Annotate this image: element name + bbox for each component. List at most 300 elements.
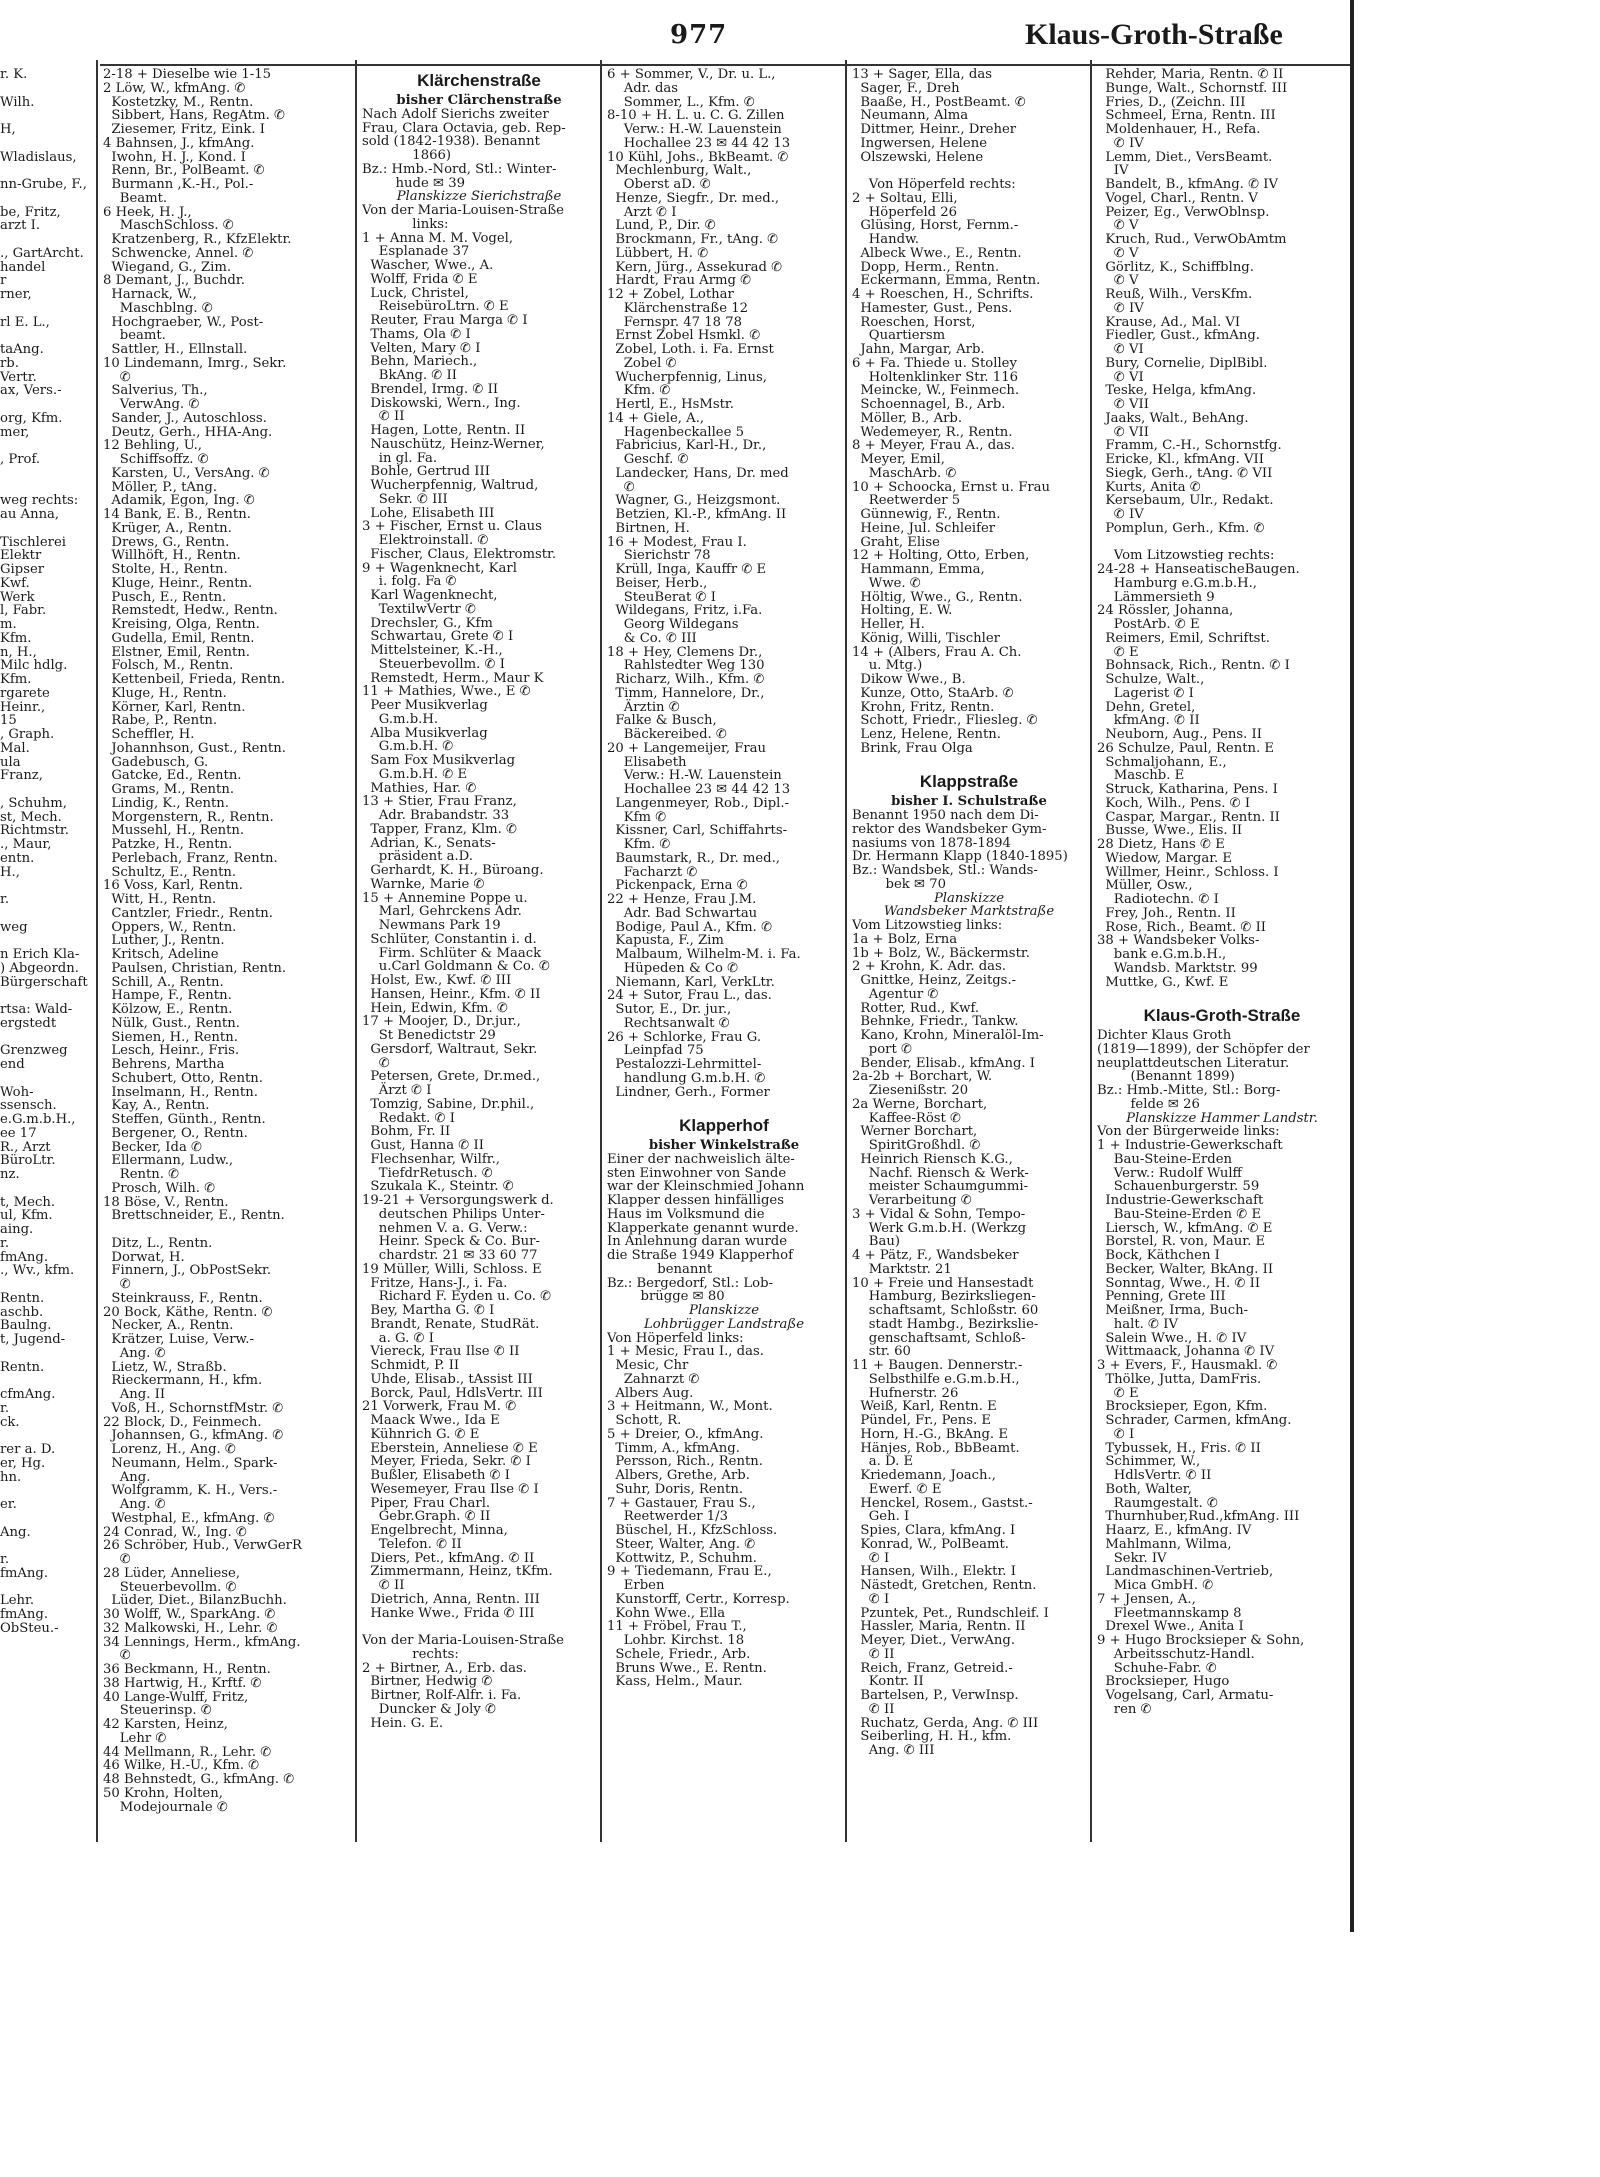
directory-entry: Rose, Rich., Beamt. ✆ II (1097, 919, 1267, 935)
directory-entry: Kern, Jürg., Assekurad ✆ (607, 259, 783, 275)
directory-entry: Mathies, Har. ✆ (362, 780, 477, 796)
left-fragment-line: rl E. L., (0, 314, 50, 330)
directory-entry: Finnern, J., ObPostSekr. (103, 1263, 272, 1279)
left-fragment-line: fmAng. (0, 1607, 49, 1622)
directory-entry: Thams, Ola ✆ I (362, 326, 471, 342)
directory-entry: 11 + Mathies, Wwe., E ✆ (362, 684, 531, 700)
directory-entry: Schimmer, W., (1097, 1454, 1201, 1470)
directory-entry: Uhde, Elisab., tAssist III (362, 1371, 533, 1387)
directory-entry: Maack Wwe., Ida E (362, 1413, 500, 1428)
directory-entry: 26 Schulze, Paul, Rentn. E (1097, 740, 1275, 756)
directory-entry: SpiritGroßhdl. ✆ (852, 1138, 981, 1153)
directory-entry: Schoennagel, B., Arb. (852, 397, 1006, 412)
directory-entry: ✆ (103, 1552, 131, 1567)
directory-entry: rektor des Wandsbeker Gym- (852, 821, 1047, 837)
left-fragment-line: au Anna, (0, 507, 60, 522)
directory-entry: Perlebach, Franz, Rentn. (103, 850, 278, 866)
directory-entry: Werk G.m.b.H. (Werkzg (852, 1220, 1027, 1236)
directory-entry: brügge ✉ 80 (607, 1289, 725, 1305)
directory-entry: Borstel, R. von, Maur. E (1097, 1234, 1266, 1250)
directory-entry: rechts: (362, 1646, 459, 1662)
directory-entry: Verw.: H.-W. Lauenstein (607, 122, 782, 137)
directory-entry: Morgenstern, R., Rentn. (103, 809, 274, 825)
directory-entry: ✆ E (1097, 1385, 1139, 1401)
directory-entry: Piper, Frau Charl. (362, 1495, 491, 1511)
left-fragment-line: Kwf. (0, 575, 30, 591)
directory-entry: (1819—1899), der Schöpfer der (1097, 1041, 1310, 1057)
directory-entry: Birtner, Rolf-Alfr. i. Fa. (362, 1688, 522, 1703)
directory-entry: Pusch, E., Rentn. (103, 589, 227, 605)
left-fragment-line: rner, (0, 287, 32, 302)
directory-entry: Hochgraeber, W., Post- (103, 314, 264, 330)
column-rule (600, 60, 602, 1842)
directory-entry: 10 Lindemann, Imrg., Sekr. (103, 355, 287, 371)
directory-entry: Bodige, Paul A., Kfm. ✆ (607, 919, 773, 935)
directory-entry: Schubert, Otto, Rentn. (103, 1070, 263, 1086)
left-fragment-line: , Prof. (0, 452, 41, 467)
left-fragment-line: Ang. (0, 1524, 31, 1540)
directory-entry: Marl, Gehrckens Adr. (362, 904, 522, 920)
left-fragment-line: ., GartArcht. (0, 245, 84, 261)
directory-entry: 3 + Evers, F., Hausmakl. ✆ (1097, 1358, 1278, 1373)
directory-entry: 3 + Vidal & Sohn, Tempo- (852, 1206, 1026, 1222)
directory-entry: Glüsing, Horst, Fernm.- (852, 218, 1019, 234)
directory-entry: stadt Hambg., Bezirkslie- (852, 1316, 1039, 1332)
directory-entry: Karsten, U., VersAng. ✆ (103, 465, 270, 481)
left-fragment-line: r. (0, 1400, 10, 1416)
left-fragment-line (0, 302, 95, 316)
left-fragment-line: arzt I. (0, 218, 41, 234)
left-fragment-line: weg (0, 919, 28, 935)
directory-entry: Pündel, Fr., Pens. E (852, 1413, 992, 1428)
directory-entry: Ang. ✆ (103, 1497, 166, 1512)
directory-entry: Görlitz, K., Schiffblng. (1097, 259, 1254, 275)
directory-entry: nasiums von 1878-1894 (852, 835, 1011, 851)
directory-entry: 4 + Roeschen, H., Schrifts. (852, 287, 1034, 302)
directory-entry: 20 Bock, Käthe, Rentn. ✆ (103, 1304, 273, 1320)
street-heading: Klaus-Groth-Straße (1143, 1006, 1301, 1025)
street-heading: Klappstraße (919, 772, 1019, 792)
directory-entry: 6 Heek, H. J., (103, 204, 192, 220)
directory-entry: Jaaks, Walt., BehAng. (1097, 410, 1249, 426)
directory-entry: Höperfeld 26 (852, 204, 958, 220)
directory-entry: Ericke, Kl., kfmAng. VII (1097, 452, 1264, 467)
directory-entry: Elisabeth (607, 754, 687, 770)
left-fragment-line: nn-Grube, F., (0, 177, 87, 192)
directory-entry: Witt, H., Rentn. (103, 892, 217, 907)
left-fragment-line (0, 907, 95, 921)
left-fragment-line: ) Abgeordn. (0, 960, 79, 976)
directory-entry: Reetwerder 1/3 (607, 1509, 728, 1525)
directory-entry: PostArb. ✆ E (1097, 617, 1200, 632)
left-fragment-line: H, (0, 122, 16, 137)
directory-entry: Hardt, Frau Armg ✆ (607, 273, 752, 289)
directory-entry: 10 Kühl, Johs., BkBeamt. ✆ (607, 149, 789, 165)
directory-entry: Sonntag, Wwe., H. ✆ II (1097, 1275, 1261, 1291)
left-fragment-line (0, 1347, 95, 1361)
directory-entry: Wedemeyer, R., Rentn. (852, 424, 1013, 440)
directory-column-4 (852, 68, 1086, 1758)
directory-entry: Jahn, Margar, Arb. (852, 342, 985, 357)
directory-entry: Haarz, E., kfmAng. IV (1097, 1523, 1252, 1538)
left-fragment-line: Richtmstr. (0, 823, 69, 839)
directory-entry: kfmAng. ✆ II (1097, 713, 1200, 729)
left-fragment-line: Elektr (0, 548, 42, 564)
directory-entry: Wiedow, Margar. E (1097, 850, 1233, 866)
left-fragment-line: r (0, 273, 7, 289)
left-fragment-line (0, 109, 95, 123)
directory-entry: Kano, Krohn, Mineralöl-Im- (852, 1028, 1044, 1043)
directory-entry: Vogel, Charl., Rentn. V (1097, 190, 1258, 206)
directory-entry: chardstr. 21 ✉ 33 60 77 (362, 1248, 538, 1263)
directory-entry: Sam Fox Musikverlag (362, 753, 516, 768)
directory-entry: Hüpeden & Co ✆ (607, 960, 739, 976)
directory-entry: Rahlstedter Weg 130 (607, 658, 765, 674)
left-fragment-line: l, Fabr. (0, 603, 47, 619)
directory-entry: Fries, D., (Zeichn. III (1097, 94, 1246, 110)
directory-entry: Hochallee 23 ✉ 44 42 13 (607, 782, 791, 797)
directory-entry (852, 756, 1086, 770)
directory-entry: Mesic, Chr (607, 1358, 689, 1373)
directory-entry: 19-21 + Versorgungswerk d. (362, 1193, 554, 1208)
directory-entry: Seiberling, H. H., kfm. (852, 1729, 1012, 1745)
directory-entry: Baaße, H., PostBeamt. ✆ (852, 94, 1026, 110)
directory-entry: Mechlenburg, Walt., (607, 163, 752, 179)
directory-entry: Velten, Mary ✆ I (362, 340, 481, 356)
directory-entry: Haus im Volksmund die (607, 1206, 765, 1222)
directory-entry: Möller, P., tAng. (103, 479, 218, 495)
directory-entry: Adr. Brabandstr. 33 (362, 808, 510, 823)
directory-entry: Werner Borchart, (852, 1124, 978, 1140)
directory-entry: 28 Lüder, Anneliese, (103, 1565, 241, 1581)
directory-entry: ✆ (607, 479, 635, 495)
directory-entry: Drexel Wwe., Anita I (1097, 1619, 1244, 1635)
column-rule (355, 60, 357, 1842)
directory-entry: Kass, Helm., Maur. (607, 1674, 743, 1689)
left-fragment-line (0, 1581, 95, 1595)
directory-entry: Firm. Schlüter & Maack (362, 945, 542, 961)
directory-entry: 16 + Modest, Frau I. (607, 534, 747, 550)
directory-entry: Neumann, Helm., Spark- (103, 1455, 278, 1471)
left-fragment-line: taAng. (0, 342, 44, 357)
directory-entry: Luck, Christel, (362, 285, 469, 301)
directory-entry: Salein Wwe., H. ✆ IV (1097, 1330, 1247, 1346)
left-fragment-line: e.G.m.b.H., (0, 1112, 76, 1127)
directory-entry: Ruchatz, Gerda, Ang. ✆ III (852, 1715, 1039, 1731)
directory-entry: Schwencke, Annel. ✆ (103, 245, 254, 261)
left-fragment-line: Vertr. (0, 369, 37, 385)
left-fragment-line: mer, (0, 424, 30, 440)
directory-entry: Dikow Wwe., B. (852, 672, 966, 687)
directory-entry: Geh. I (852, 1509, 910, 1525)
directory-entry: Ellermann, Ludw., (103, 1153, 234, 1169)
directory-entry: 22 + Henze, Frau J.M. (607, 892, 757, 907)
left-fragment-line: Milc hdlg. (0, 658, 68, 674)
directory-entry: Kfm ✆ (607, 809, 667, 825)
directory-entry: Fleetmannskamp 8 (1097, 1605, 1242, 1621)
left-fragment-line: , Graph. (0, 727, 55, 742)
directory-entry: Lemm, Diet., VersBeamt. (1097, 149, 1273, 165)
directory-entry: die Straße 1949 Klapperhof (607, 1248, 793, 1263)
directory-entry: Beamt. (103, 190, 168, 206)
directory-entry: TextilwVertr ✆ (362, 601, 477, 617)
directory-entry: Raumgestalt. ✆ (1097, 1495, 1218, 1511)
directory-entry: Brettschneider, E., Rentn. (103, 1208, 285, 1224)
directory-entry: Steuerbevollm. ✆ (103, 1579, 237, 1595)
directory-entry: 10 + Freie und Hansestadt (852, 1275, 1034, 1291)
left-fragment-line: fmAng. (0, 1249, 49, 1265)
plan-reference: Planskizze Sierichstraße (396, 189, 562, 205)
directory-entry: Borck, Paul, HdlsVertr. III (362, 1385, 543, 1401)
directory-entry: Steinkrauss, F., Rentn. (103, 1290, 263, 1306)
directory-entry: Schiffsoffz. ✆ (103, 452, 209, 467)
directory-entry: 2 + Soltau, Elli, (852, 190, 958, 206)
directory-entry: nehmen V. a. G. Verw.: (362, 1220, 528, 1236)
directory-entry: links: (362, 216, 449, 232)
left-fragment-line: Baulng. (0, 1318, 52, 1334)
left-fragment-line: ., Wv., kfm. (0, 1263, 75, 1279)
directory-entry: ✆ II (362, 409, 405, 425)
directory-entry: Lenz, Helene, Rentn. (852, 727, 1001, 742)
left-fragment-line: org, Kfm. (0, 410, 63, 426)
directory-entry: Albeck Wwe., E., Rentn. (852, 245, 1022, 261)
directory-entry: (Benannt 1899) (1097, 1069, 1235, 1085)
directory-entry: Esplanade 37 (362, 244, 470, 260)
directory-entry: Thurnhuber,Rud.,kfmAng. III (1097, 1509, 1300, 1525)
directory-entry: 28 Dietz, Hans ✆ E (1097, 837, 1225, 852)
directory-entry: Frau, Clara Octavia, geb. Rep- (362, 120, 566, 136)
directory-entry: Lämmersieth 9 (1097, 589, 1215, 605)
directory-entry: Richarz, Wilh., Kfm. ✆ (607, 672, 765, 687)
directory-entry: Drechsler, G., Kfm (362, 615, 493, 631)
left-fragment-line: Wilh. (0, 94, 35, 110)
left-fragment-line: aschb. (0, 1304, 44, 1320)
directory-entry: Elektroinstall. ✆ (362, 533, 489, 548)
directory-entry: Kontr. II (852, 1674, 924, 1690)
directory-entry: 8 + Meyer, Frau A., das. (852, 438, 1015, 454)
directory-entry: Steer, Walter, Ang. ✆ (607, 1536, 756, 1552)
directory-entry: Kölzow, E., Rentn. (103, 1002, 233, 1017)
directory-entry: 20 + Langemeijer, Frau (607, 740, 767, 756)
directory-entry: 7 + Gastauer, Frau S., (607, 1495, 756, 1511)
directory-entry: 8-10 + H. L. u. C. G. Zillen (607, 108, 785, 124)
directory-entry: 5 + Dreier, O., kfmAng. (607, 1426, 764, 1442)
directory-entry: Hampe, F., Rentn. (103, 988, 232, 1004)
directory-entry: Hochallee 23 ✉ 44 42 13 (607, 135, 791, 151)
left-fragment-line (0, 329, 95, 343)
directory-entry: Lübbert, H. ✆ (607, 245, 709, 261)
directory-entry: Meincke, W., Feinmech. (852, 383, 1020, 399)
left-fragment-line: Kfm. (0, 630, 32, 646)
left-fragment-line: rer a. D. (0, 1442, 56, 1457)
directory-entry: 32 Malkowski, H., Lehr. ✆ (103, 1620, 278, 1636)
directory-entry: 2a-2b + Borchart, W. (852, 1069, 993, 1085)
directory-entry: Schele, Friedr., Arb. (607, 1646, 751, 1662)
directory-entry: Brink, Frau Olga (852, 740, 973, 756)
directory-entry: i. folg. Fa ✆ (362, 574, 457, 590)
directory-entry: Rechtsanwalt ✆ (607, 1015, 730, 1031)
directory-entry: Krause, Ad., Mal. VI (1097, 314, 1241, 330)
directory-entry: Mica GmbH. ✆ (1097, 1578, 1214, 1593)
directory-entry: Kurts, Anita ✆ (1097, 479, 1201, 495)
left-fragment-line: r. (0, 1235, 10, 1251)
directory-entry: Leinpfad 75 (607, 1043, 704, 1059)
directory-entry: Krohn, Fritz, Rentn. (852, 699, 995, 715)
left-fragment-line: ax, Vers.- (0, 383, 62, 399)
directory-entry: Niemann, Karl, VerkLtr. (607, 974, 775, 990)
directory-entry: Hansen, Wilh., Elektr. I (852, 1564, 1016, 1580)
directory-entry: Lietz, W., Straßb. (103, 1359, 227, 1375)
directory-entry: Adr. das (607, 80, 679, 96)
directory-entry: 12 Behling, U., (103, 438, 203, 454)
directory-entry: 12 + Holting, Otto, Erben, (852, 548, 1030, 564)
directory-entry: Geschf. ✆ (607, 452, 689, 467)
left-fragment-line (0, 1539, 95, 1553)
directory-entry: Zobel ✆ (607, 355, 677, 371)
left-fragment-line: ., Maur, (0, 837, 52, 852)
directory-entry: Hamburg e.G.m.b.H., (1097, 575, 1257, 591)
directory-entry: Selbsthilfe e.G.m.b.H., (852, 1371, 1020, 1387)
directory-entry: Newmans Park 19 (362, 918, 501, 933)
directory-entry: Telefon. ✆ II (362, 1536, 462, 1552)
directory-entry: Hammann, Emma, (852, 562, 985, 577)
directory-entry: Lorenz, H., Ang. ✆ (103, 1442, 236, 1457)
directory-entry: 15 + Annemine Poppe u. (362, 890, 528, 906)
directory-entry: G.m.b.H. ✆ (362, 739, 454, 755)
left-fragment-line: end (0, 1057, 25, 1072)
directory-entry: König, Willi, Tischler (852, 630, 1000, 646)
directory-entry: 2 Löw, W., kfmAng. ✆ (103, 80, 246, 96)
directory-entry: Ewerf. ✆ E (852, 1481, 942, 1497)
left-fragment-line: Rentn. (0, 1359, 45, 1375)
directory-entry: Dietrich, Anna, Rentn. III (362, 1591, 540, 1607)
directory-entry: Mussehl, H., Rentn. (103, 823, 245, 839)
directory-entry: Bäckereibed. ✆ (607, 727, 727, 742)
directory-entry: Agentur ✆ (852, 986, 939, 1002)
directory-entry: 7 + Jensen, A., (1097, 1591, 1196, 1607)
directory-entry: Wiegand, G., Zim. (103, 259, 232, 275)
directory-entry: Redakt. ✆ I (362, 1110, 455, 1126)
directory-entry: Schill, A., Rentn. (103, 974, 224, 990)
directory-entry: Timm, A., kfmAng. (607, 1440, 740, 1456)
directory-entry: Gadebusch, G. (103, 754, 209, 770)
directory-entry: Both, Walter, (1097, 1481, 1192, 1497)
directory-entry: Reuter, Frau Marga ✆ I (362, 313, 528, 328)
directory-entry: meister Schaumgummi- (852, 1179, 1029, 1195)
directory-entry: Reich, Franz, Getreid.- (852, 1660, 1013, 1676)
left-fragment-line: n Erich Kla- (0, 947, 80, 962)
directory-entry: Meißner, Irma, Buch- (1097, 1303, 1249, 1318)
directory-entry: G.m.b.H. (362, 711, 439, 727)
directory-entry: Tapper, Franz, Klm. ✆ (362, 821, 518, 837)
directory-entry: Henze, Siegfr., Dr. med., (607, 190, 780, 206)
directory-entry: Kunze, Otto, StaArb. ✆ (852, 685, 1014, 701)
directory-entry: Viereck, Frau Ilse ✆ II (362, 1344, 520, 1360)
directory-entry: Warnke, Marie ✆ (362, 876, 485, 892)
left-fragment-line (0, 467, 95, 481)
directory-entry: Hagen, Lotte, Rentn. II (362, 423, 526, 438)
directory-entry: Frey, Joh., Rentn. II (1097, 905, 1236, 921)
street-heading: Klärchenstraße (417, 71, 541, 90)
directory-entry: Hagenbeckallee 5 (607, 424, 744, 440)
directory-entry: Johannhson, Gust., Rentn. (103, 740, 286, 756)
directory-entry: Spies, Clara, kfmAng. I (852, 1523, 1016, 1538)
directory-entry: felde ✉ 26 (1097, 1096, 1200, 1112)
directory-entry: Meyer, Frieda, Sekr. ✆ I (362, 1454, 531, 1470)
directory-entry: 6 + Sommer, V., Dr. u. L., (607, 68, 776, 82)
directory-entry: Bz.: Bergedorf, Stl.: Lob- (607, 1275, 773, 1291)
directory-entry: Framm, C.-H., Schornstfg. (1097, 438, 1282, 454)
directory-entry: Bußler, Elisabeth ✆ I (362, 1468, 511, 1483)
left-fragment-line: rtsa: Wald- (0, 1002, 73, 1017)
directory-entry: Langenmeyer, Rob., Dipl.- (607, 795, 790, 811)
left-fragment-line: ergstedt (0, 1015, 57, 1031)
directory-entry: Olszewski, Helene (852, 149, 984, 165)
directory-entry: Cantzler, Friedr., Rentn. (103, 905, 273, 921)
directory-entry: Ang. (103, 1469, 151, 1485)
directory-entry: Diers, Pet., kfmAng. ✆ II (362, 1550, 535, 1566)
directory-entry: Penning, Grete III (1097, 1289, 1226, 1305)
directory-entry (852, 164, 1086, 178)
directory-entry: str. 60 (852, 1344, 911, 1360)
directory-entry: Folsch, M., Rentn. (103, 658, 234, 674)
directory-entry: 4 + Pätz, F., Wandsbeker (852, 1248, 1019, 1263)
directory-entry: Kaffee-Röst ✆ (852, 1110, 962, 1126)
directory-entry: Kettenbeil, Frieda, Rentn. (103, 672, 286, 687)
directory-entry: Nachf. Riensch & Werk- (852, 1165, 1029, 1181)
directory-entry: Reetwerder 5 (852, 493, 961, 509)
directory-entry: Bender, Elisab., kfmAng. I (852, 1055, 1035, 1071)
directory-entry: deutschen Philips Unter- (362, 1206, 545, 1222)
directory-entry: Lagerist ✆ I (1097, 685, 1194, 701)
directory-entry: Landmaschinen-Vertrieb, (1097, 1564, 1274, 1580)
left-fragment-line: Wladislaus, (0, 149, 77, 165)
directory-entry: Struck, Katharina, Pens. I (1097, 782, 1278, 797)
directory-entry: 1 + Industrie-Gewerkschaft (1097, 1138, 1283, 1153)
directory-entry: Kapusta, F., Zim (607, 933, 724, 949)
directory-entry: Adr. Bad Schwartau (607, 905, 758, 921)
directory-entry: Wwe. ✆ (852, 575, 921, 591)
left-fragment-line: rgarete (0, 685, 50, 701)
left-fragment-line: t, Jugend- (0, 1332, 66, 1347)
left-fragment-line: ul, Kfm. (0, 1208, 53, 1224)
directory-entry: Müller, Osw., (1097, 878, 1193, 894)
directory-entry: Schott, Friedr., Fliesleg. ✆ (852, 713, 1038, 729)
directory-entry: Henckel, Rosem., Gastst.- (852, 1495, 1033, 1511)
directory-entry: Albers, Grethe, Arb. (607, 1468, 750, 1483)
directory-entry: u.Carl Goldmann & Co. ✆ (362, 959, 550, 975)
directory-entry: Diskowski, Wern., Ing. (362, 395, 521, 411)
directory-entry: Lindner, Gerh., Former (607, 1084, 770, 1100)
directory-entry: Lund, P., Dir. ✆ (607, 218, 716, 234)
left-fragment-line (0, 192, 95, 206)
directory-entry: Zimmermann, Heinz, tKfm. (362, 1564, 553, 1580)
directory-entry: Modejournale ✆ (103, 1799, 228, 1815)
directory-entry: a. G. ✆ I (362, 1330, 434, 1346)
directory-entry: ✆ I (852, 1550, 890, 1566)
directory-entry: 16 Voss, Karl, Rentn. (103, 878, 243, 894)
directory-entry: Weiß, Karl, Rentn. E (852, 1399, 997, 1415)
left-fragment-line (0, 879, 95, 893)
directory-entry: Rentn. ✆ (103, 1167, 180, 1182)
directory-entry: 36 Beckmann, H., Rentn. (103, 1662, 271, 1677)
directory-entry: Beiser, Herb., (607, 575, 708, 591)
directory-entry: Stolte, H., Rentn. (103, 562, 228, 577)
directory-entry: Marktstr. 21 (852, 1261, 952, 1277)
directory-entry: Bartelsen, P., VerwInsp. (852, 1688, 1019, 1703)
directory-entry: Einer der nachweislich älte- (607, 1151, 795, 1167)
directory-entry: Necker, A., Rentn. (103, 1318, 234, 1334)
